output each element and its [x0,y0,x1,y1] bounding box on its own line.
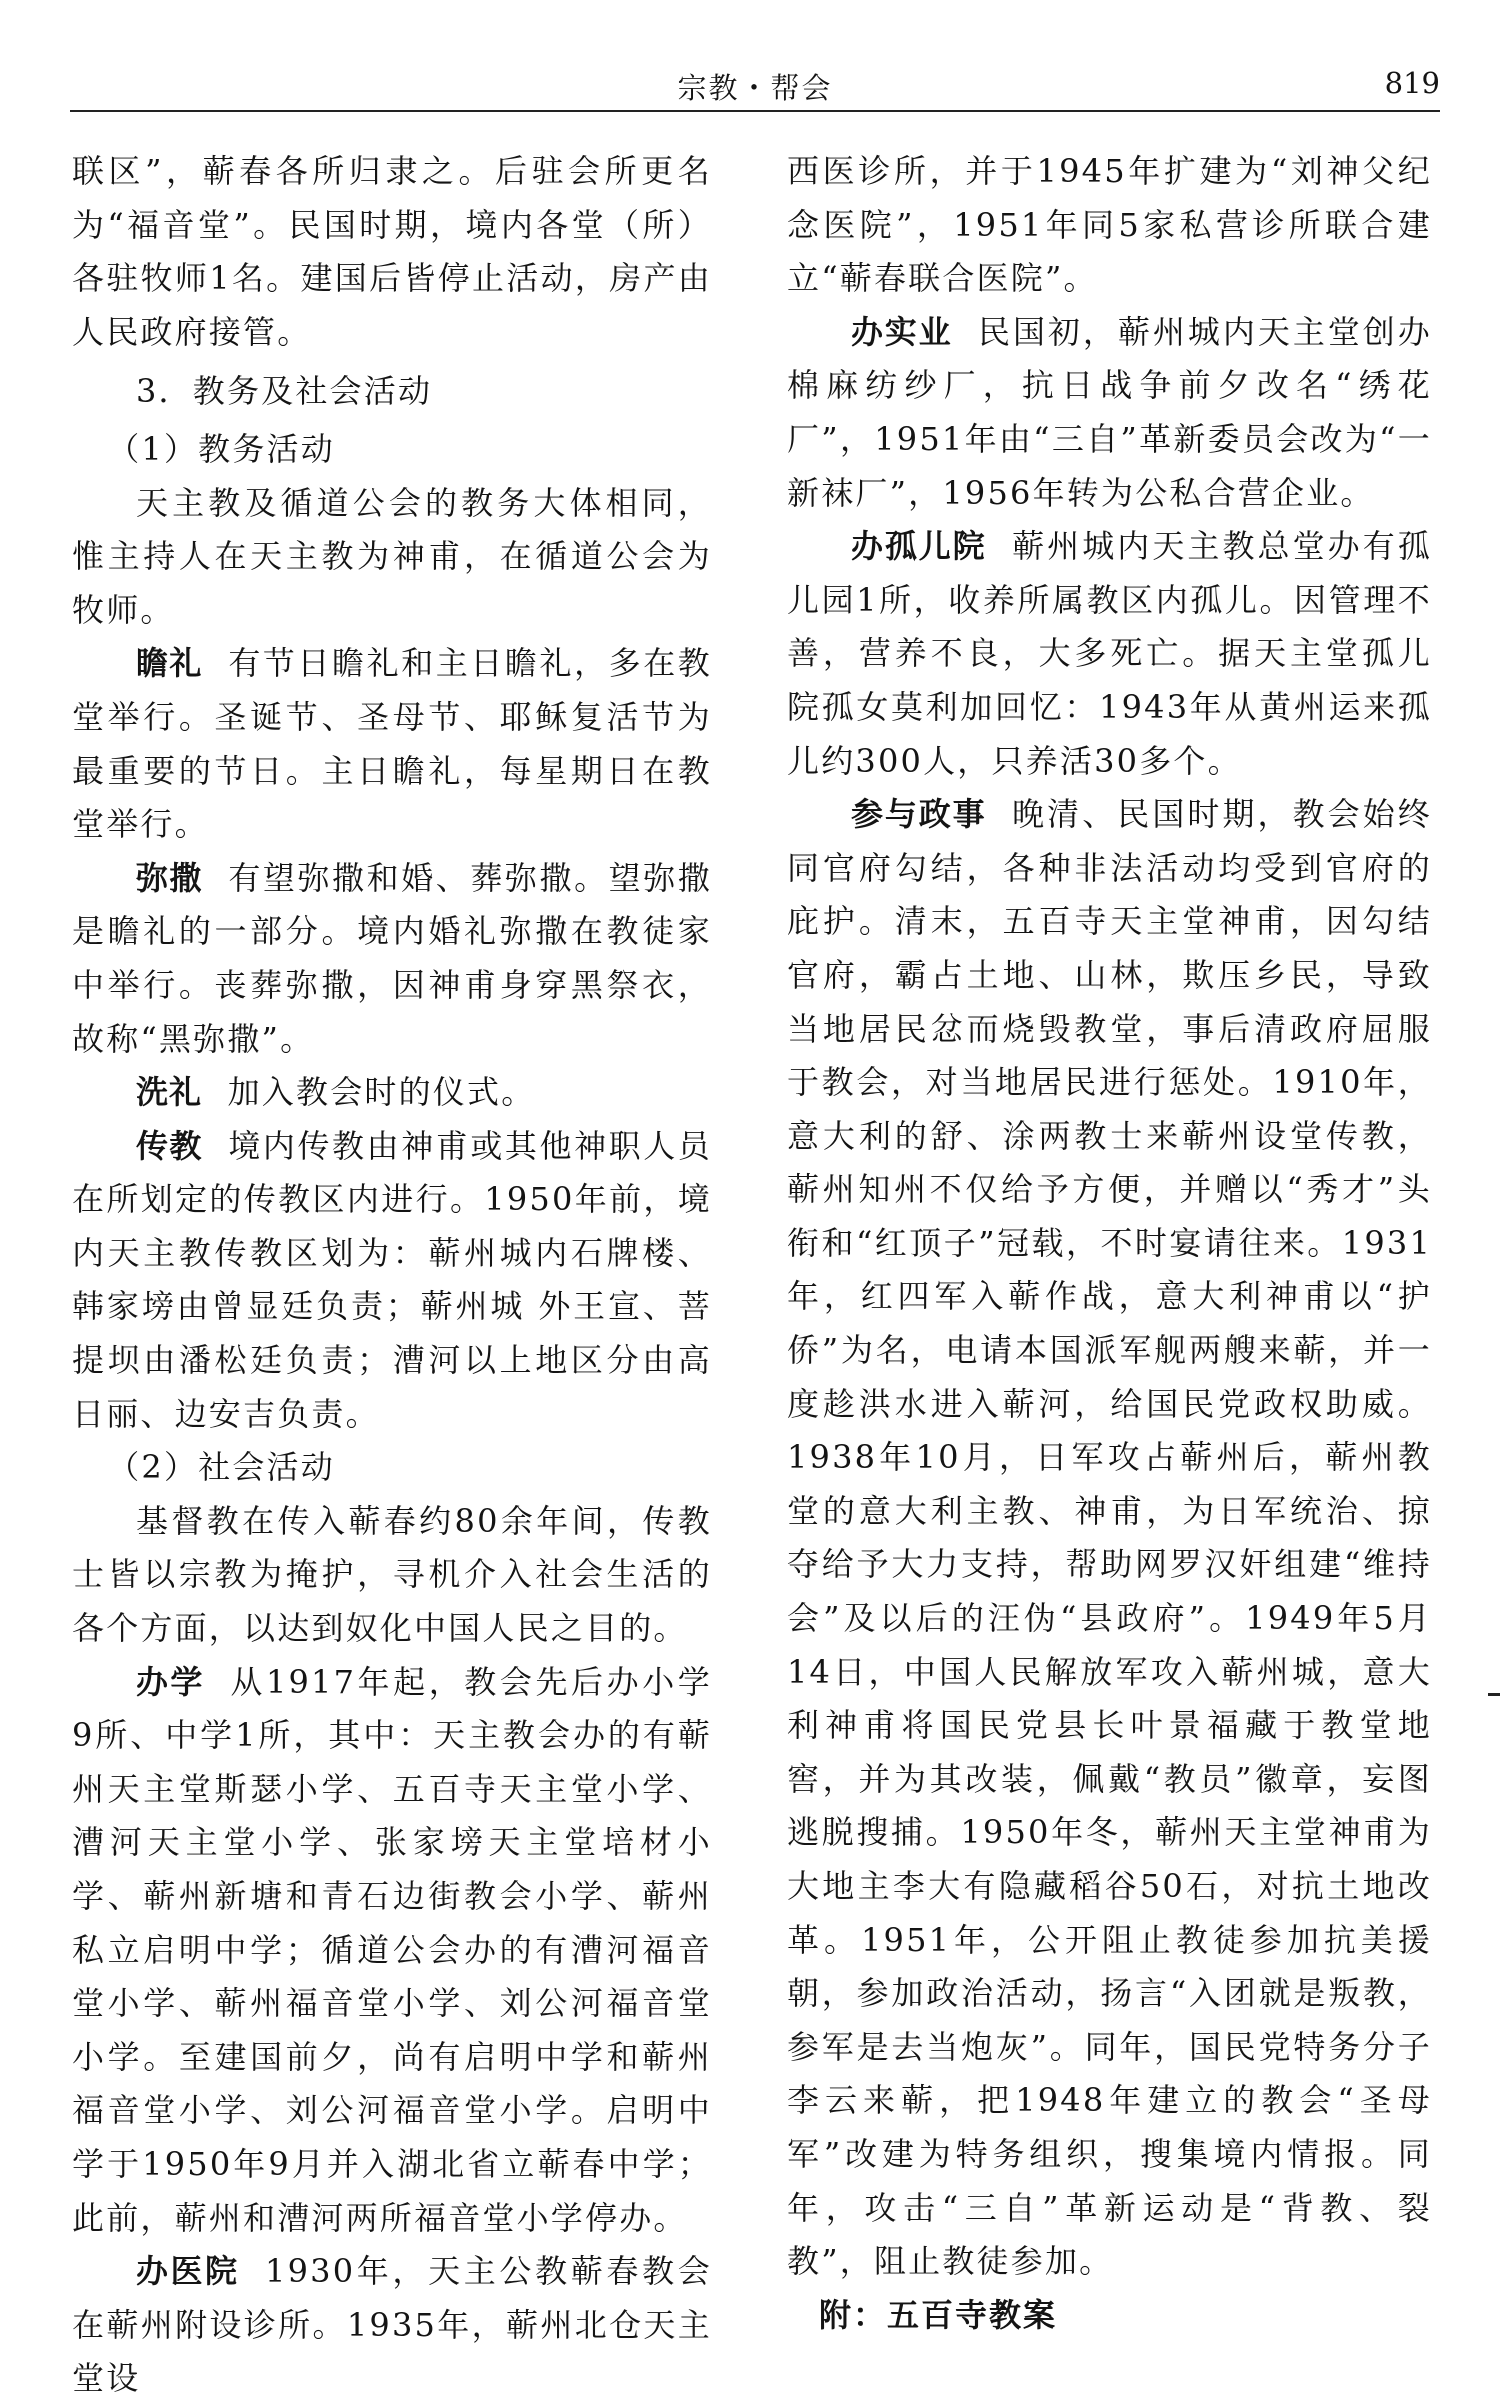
term-label: 传教 [136,1126,203,1165]
term-entry [72,2245,712,2406]
paragraph: 西医诊所，并于1945年扩建为“刘神父纪念医院”，1951年同5家私营诊所联合建立“蕲春联合医院”。 [787,152,1432,298]
term-text: 蕲州城内天主教总堂办有孤儿园1所，收养所属教区内孤儿。因管理不善，营养不良，大多死亡。据天主堂孤儿院孤女莫利加回忆：1943年从黄州运来孤儿约300人，只养活30多个。 [787,527,1432,780]
term-label: 弥撒 [136,858,203,897]
term-text: 境内传教由神甫或其他神职人员在所划定的传教区内进行。1950年前，境内天主教传教区划为：蕲州城内石牌楼、韩家塝由曾显廷负责；蕲州城 外王宣、菩提坝由潘松廷负责；漕河以上地区分由高日丽、边安吉负责。 [72,1126,712,1433]
term-label: 办孤儿院 [851,527,987,566]
term-entry [72,637,712,851]
sub-heading: （1）教务活动 [107,429,335,468]
term-label: 参与政事 [851,795,987,834]
term-text: 有望弥撒和婚、葬弥撒。望弥撒是瞻礼的一部分。境内婚礼弥撒在教徒家中举行。丧葬弥撒，因神甫身穿黑祭衣，故称“黑弥撒”。 [72,858,712,1058]
term-text: 晚清、民国时期，教会始终同官府勾结，各种非法活动均受到官府的庇护。清末，五百寺天主堂神甫，因勾结官府，霸占土地、山林，欺压乡民，导致当地居民忿而烧毁教堂，事后清政府屈服于教会，对当地居民进行惩处。1910年，意大利的舒、涂两教士来蕲州设堂传教，蕲州知州不仅给予方便，并赠以“秀才”头衔和“红顶子”冠载，不时宴请往来。1931年，红四军入蕲作战，意大利神甫以“护侨”为名，电请本国派军舰两艘来蕲，并一度趁洪水进入蕲河，给国民党政权助威。1938年10月，日军攻占蕲州后，蕲州教堂的意大利主教、神甫，为日军统治、掠夺给予大力支持，帮助网罗汉奸组建“维持会”及以后的汪伪“县政府”。1949年5月14日，中国人民解放军攻入蕲州城，意大利神甫将国民党县长叶景福藏于教堂地窖，并为其改装，佩戴“教员”徽章，妄图逃脱搜捕。1950年冬，蕲州天主堂神甫为大地主李大有隐藏稻谷50石，对抗土地改革。1951年，公开阻止教徒参加抗美援朝，参加政治活动，扬言“入团就是叛教，参军是去当炮灰”。同年，国民党特务分子李云来蕲，把1948年建立的教会“圣母军”改建为特务组织，搜集境内情报。同年，攻击“三自”革新运动是“背教、裂教”，阻止教徒参加。 [787,795,1432,2281]
page-header [70,60,1440,112]
term-text: 从1917年起，教会先后办小学9所、中学1所，其中：天主教会办的有蕲州天主堂斯瑟小学、五百寺天主堂小学、漕河天主堂小学、张家塝天主堂培材小学、蕲州新塘和青石边街教会小学、蕲州私立启明中学；循道公会办的有漕河福音堂小学、蕲州福音堂小学、刘公河福音堂小学。至建国前夕，尚有启明中学和蕲州福音堂小学、刘公河福音堂小学。启明中学于1950年9月并入湖北省立蕲春中学；此前，蕲州和漕河两所福音堂小学停办。 [72,1662,712,2237]
term-label: 办实业 [851,312,953,351]
appendix-heading: 附：五百寺教案 [819,2295,1058,2334]
term-label: 瞻礼 [136,644,203,683]
left-column [72,145,712,2406]
paragraph: 天主教及循道公会的教务大体相同，惟主持人在天主教为神甫，在循道公会为牧师。 [72,483,712,629]
margin-mark [1488,1693,1500,1696]
page-number: 819 [1384,66,1440,100]
subsection-heading: 3．教务及社会活动 [136,372,433,411]
sub-heading: （2）社会活动 [107,1448,335,1487]
term-entry [787,788,1432,2289]
section-title: 宗教・帮会 [677,71,833,105]
term-entry [787,520,1432,788]
term-entry [787,306,1432,520]
term-text: 加入教会时的仪式。 [227,1073,536,1112]
term-entry [72,1120,712,1442]
term-label: 办医院 [136,2252,240,2291]
term-entry [72,852,712,1066]
paragraph: 基督教在传入蕲春约80余年间，传教士皆以宗教为掩护，寻机介入社会生活的各个方面，以达到奴化中国人民之目的。 [72,1501,712,1648]
paragraph: 联区”，蕲春各所归隶之。后驻会所更名为“福音堂”。民国时期，境内各堂（所）各驻牧师1名。建国后皆停止活动，房产由人民政府接管。 [72,152,712,351]
term-entry [72,1656,712,2246]
term-text: 1930年，天主公教蕲春教会在蕲州附设诊所。1935年，蕲州北仓天主堂设 [72,2252,712,2398]
term-label: 洗礼 [136,1073,203,1112]
right-column [787,145,1432,2342]
term-text: 有节日瞻礼和主日瞻礼，多在教堂举行。圣诞节、圣母节、耶稣复活节为最重要的节日。主日瞻礼，每星期日在教堂举行。 [72,644,712,844]
term-text: 民国初，蕲州城内天主堂创办棉麻纺纱厂，抗日战争前夕改名“绣花厂”，1951年由“三自”革新委员会改为“一新袜厂”，1956年转为公私合营企业。 [787,312,1432,512]
term-label: 办学 [136,1662,205,1701]
term-entry [72,1066,712,1120]
